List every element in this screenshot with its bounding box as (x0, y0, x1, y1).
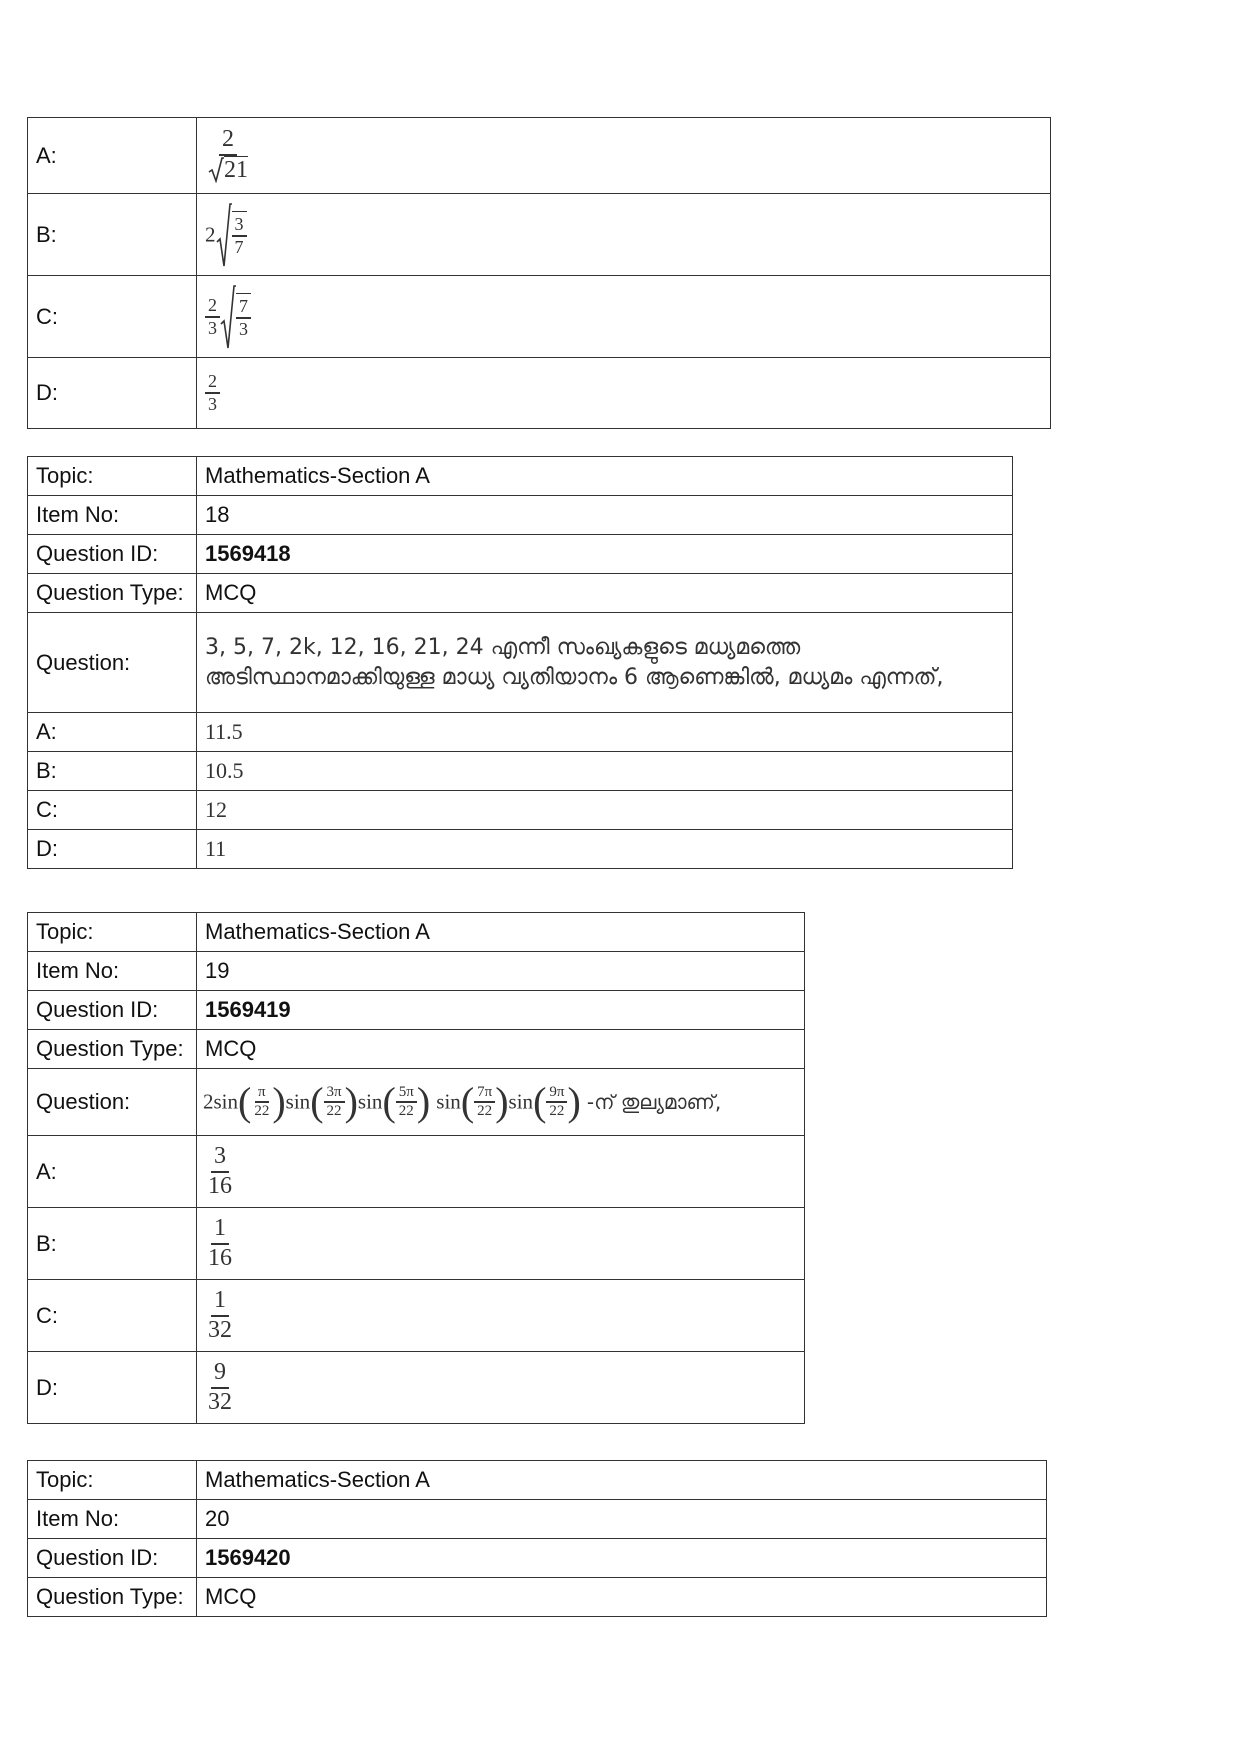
topic-value: Mathematics-Section A (197, 913, 805, 952)
fraction (205, 295, 220, 338)
option-value: 11 (197, 830, 1013, 869)
option-label: B: (28, 752, 197, 791)
question-type-label: Question Type: (28, 1578, 197, 1617)
option-value (197, 1136, 805, 1208)
radical (220, 284, 251, 350)
option-label: D: (28, 830, 197, 869)
question-18-table (27, 456, 1013, 869)
question-type-value: MCQ (197, 574, 1013, 613)
left-paren: ( (533, 1079, 547, 1124)
right-paren: ) (344, 1079, 358, 1124)
option-value (197, 118, 1051, 194)
right-paren: ) (567, 1079, 581, 1124)
denominator (205, 156, 251, 185)
question-suffix: -ന് തുല്യമാണ്, (586, 1090, 722, 1114)
left-paren: ( (382, 1079, 396, 1124)
denominator: 22 (326, 1103, 342, 1119)
option-row-c (28, 276, 1051, 358)
denominator: 16 (208, 1244, 232, 1271)
radicand: 21 (224, 157, 248, 184)
option-label: A: (28, 118, 197, 194)
radical (216, 202, 247, 268)
numerator: π (255, 1084, 269, 1103)
option-label: A: (28, 713, 197, 752)
option-value (197, 194, 1051, 276)
fraction (396, 1084, 417, 1121)
item-value: 19 (197, 952, 805, 991)
question-type-row (28, 1578, 1047, 1617)
denominator: 3 (239, 319, 248, 339)
topic-value: Mathematics-Section A (197, 457, 1013, 496)
fraction (474, 1084, 495, 1121)
fraction (205, 1359, 235, 1416)
question-row (28, 613, 1013, 713)
option-row-d (28, 830, 1013, 869)
numerator: 3 (232, 214, 247, 237)
sin-function: sin (357, 1089, 383, 1114)
fraction (546, 1084, 567, 1121)
item-value: 20 (197, 1500, 1047, 1539)
fraction (324, 1084, 345, 1121)
fraction (205, 1215, 235, 1272)
denominator: 22 (477, 1103, 493, 1119)
topic-label: Topic: (28, 457, 197, 496)
topic-label: Topic: (28, 913, 197, 952)
item-row (28, 496, 1013, 535)
radicand (232, 211, 247, 257)
numerator: 2 (205, 295, 220, 318)
topic-value: Mathematics-Section A (197, 1461, 1047, 1500)
fraction (205, 1287, 235, 1344)
option-label: B: (28, 194, 197, 276)
item-row (28, 1500, 1047, 1539)
question-label: Question: (28, 613, 197, 713)
denominator: 22 (549, 1103, 565, 1119)
item-label: Item No: (28, 1500, 197, 1539)
right-paren: ) (416, 1079, 431, 1124)
option-label: C: (28, 276, 197, 358)
topic-label: Topic: (28, 1461, 197, 1500)
fraction (236, 296, 251, 339)
option-row-b (28, 194, 1051, 276)
option-label: A: (28, 1136, 197, 1208)
question-text: 3, 5, 7, 2k, 12, 16, 21, 24 എന്നീ സംഖ്യകളുടെ മധ്യമത്തെ അടിസ്ഥാനമാക്കിയുള്ള മാധ്യ വ്യതിയാനം 6 ആണെങ്കിൽ, മധ്യമം എന്നത്, (197, 613, 1013, 713)
option-row-a (28, 118, 1051, 194)
item-row (28, 952, 805, 991)
question-id-label: Question ID: (28, 991, 197, 1030)
sin-function: sin (285, 1089, 311, 1114)
question-id-label: Question ID: (28, 1539, 197, 1578)
option-row-b (28, 752, 1013, 791)
option-value: 12 (197, 791, 1013, 830)
option-value (197, 358, 1051, 429)
option-row-b (28, 1208, 805, 1280)
question-id-row (28, 1539, 1047, 1578)
denominator: 32 (208, 1388, 232, 1415)
option-value (197, 1208, 805, 1280)
denominator: 22 (398, 1103, 414, 1119)
question-type-label: Question Type: (28, 1030, 197, 1069)
item-label: Item No: (28, 496, 197, 535)
fraction (232, 214, 247, 257)
left-paren: ( (310, 1079, 324, 1124)
option-row-d (28, 358, 1051, 429)
question-id-value: 1569419 (197, 991, 805, 1030)
option-row-a (28, 1136, 805, 1208)
numerator: 2 (205, 371, 220, 394)
left-paren: ( (238, 1079, 252, 1124)
denominator: 7 (234, 237, 244, 257)
option-row-c (28, 791, 1013, 830)
option-label: C: (28, 791, 197, 830)
numerator: 2 (219, 126, 237, 156)
numerator: 1 (211, 1215, 229, 1245)
fraction (205, 126, 251, 184)
option-value: 11.5 (197, 713, 1013, 752)
question-id-value: 1569418 (197, 535, 1013, 574)
option-value: 10.5 (197, 752, 1013, 791)
denominator: 22 (254, 1103, 270, 1119)
topic-row (28, 1461, 1047, 1500)
denominator: 32 (208, 1316, 232, 1343)
question-id-row (28, 991, 805, 1030)
fraction (205, 1143, 235, 1200)
question-type-value: MCQ (197, 1030, 805, 1069)
sin-function: sin (436, 1089, 461, 1114)
topic-row (28, 913, 805, 952)
question-type-label: Question Type: (28, 574, 197, 613)
option-label: D: (28, 1352, 197, 1424)
denominator: 3 (208, 394, 217, 414)
coefficient: 2 (203, 1089, 214, 1114)
fraction (205, 371, 220, 414)
fraction (251, 1084, 272, 1121)
denominator: 3 (208, 317, 217, 338)
option-value (197, 1280, 805, 1352)
question-19-table (27, 912, 805, 1424)
denominator: 16 (208, 1172, 232, 1199)
option-label: B: (28, 1208, 197, 1280)
question-row (28, 1069, 805, 1136)
prev-options-table (27, 117, 1051, 429)
question-type-row (28, 1030, 805, 1069)
question-id-label: Question ID: (28, 535, 197, 574)
left-paren: ( (460, 1079, 475, 1124)
numerator: 5π (396, 1084, 417, 1103)
numerator: 9π (546, 1084, 567, 1103)
right-paren: ) (272, 1079, 286, 1124)
option-value (197, 1352, 805, 1424)
option-row-d (28, 1352, 805, 1424)
question-label: Question: (28, 1069, 197, 1136)
option-label: C: (28, 1280, 197, 1352)
question-id-value: 1569420 (197, 1539, 1047, 1578)
question-id-row (28, 535, 1013, 574)
option-label: D: (28, 358, 197, 429)
radicand (236, 293, 251, 339)
numerator: 3π (324, 1084, 345, 1103)
right-paren: ) (495, 1079, 509, 1124)
question-type-row (28, 574, 1013, 613)
numerator: 7π (474, 1084, 495, 1103)
sin-function: sin (508, 1089, 534, 1114)
option-row-a (28, 713, 1013, 752)
item-value: 18 (197, 496, 1013, 535)
question-expression (197, 1069, 805, 1136)
question-type-value: MCQ (197, 1578, 1047, 1617)
numerator: 9 (211, 1359, 229, 1389)
numerator: 7 (236, 296, 251, 319)
radical (208, 156, 248, 185)
option-row-c (28, 1280, 805, 1352)
coefficient: 2 (205, 222, 216, 246)
numerator: 3 (211, 1143, 229, 1173)
topic-row (28, 457, 1013, 496)
option-value (197, 276, 1051, 358)
item-label: Item No: (28, 952, 197, 991)
sin-function: sin (213, 1089, 239, 1114)
numerator: 1 (211, 1287, 229, 1317)
question-20-table (27, 1460, 1047, 1617)
